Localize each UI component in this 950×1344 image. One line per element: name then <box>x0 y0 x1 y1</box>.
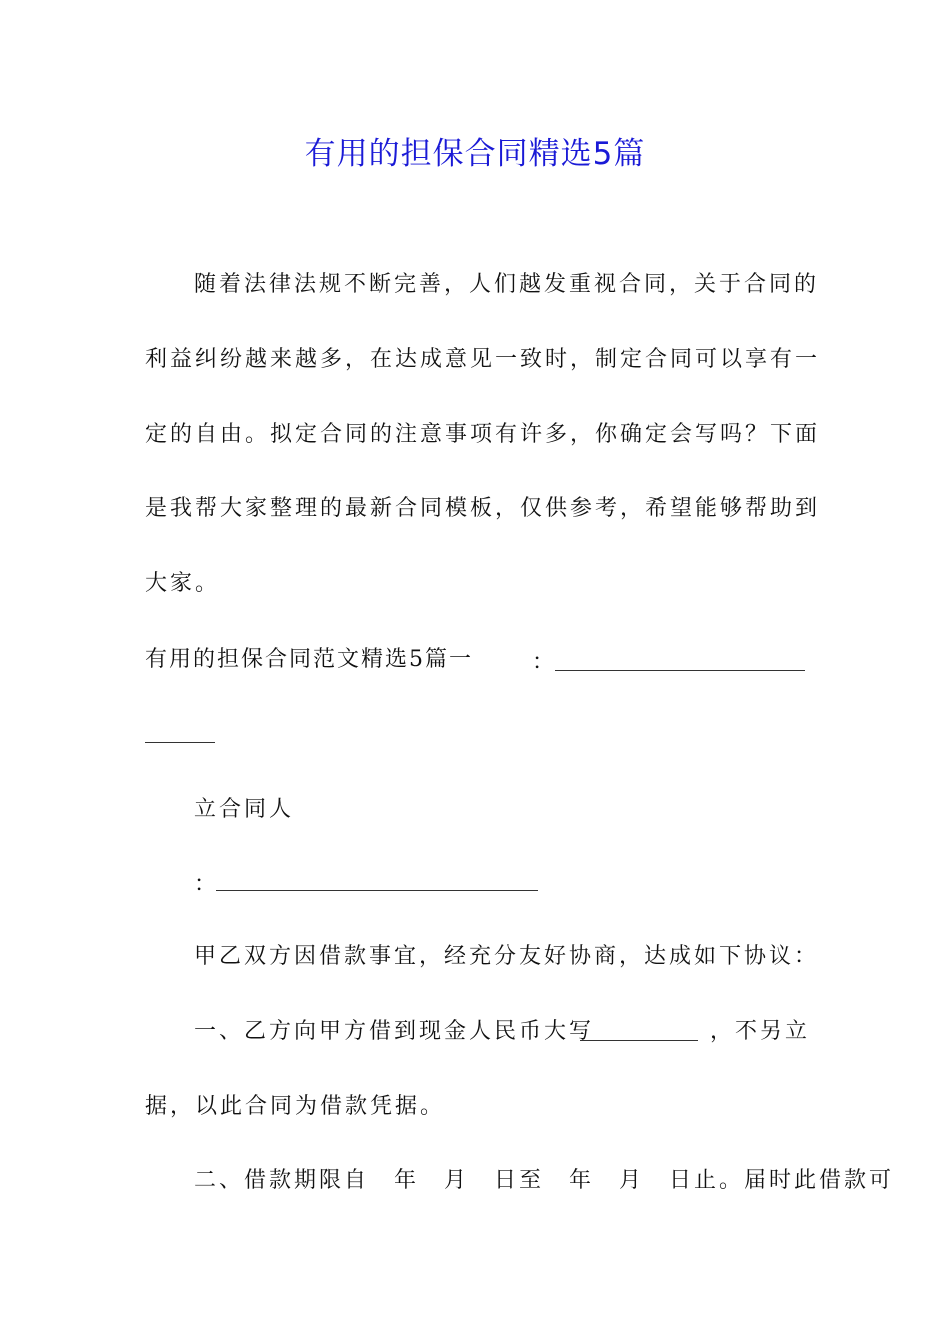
section-blank-line <box>555 670 805 671</box>
agreement-line: 甲乙双方因借款事宜，经充分友好协商，达成如下协议： <box>194 944 820 969</box>
intro-line-5: 大家。 <box>145 571 221 596</box>
intro-line-3: 定的自由。拟定合同的注意事项有许多，你确定会写吗？下面 <box>145 422 821 447</box>
intro-line-2: 利益纠纷越来越多，在达成意见一致时，制定合同可以享有一 <box>145 347 821 372</box>
section-heading: 有用的担保合同范文精选5篇一 <box>145 647 473 672</box>
clause-2: 二、借款期限自 年 月 日至 年 月 日止。届时此借款可 <box>194 1168 895 1193</box>
party-label: 立合同人 <box>194 797 295 822</box>
clause-1-part-2: ，不另立 <box>710 1019 811 1044</box>
party-blank-line <box>216 890 538 891</box>
intro-line-1: 随着法律法规不断完善，人们越发重视合同，关于合同的 <box>194 272 820 297</box>
intro-line-4: 是我帮大家整理的最新合同模板，仅供参考，希望能够帮助到 <box>145 496 821 521</box>
section-colon: ： <box>532 650 558 675</box>
section-blank-line-continued <box>145 742 215 743</box>
document-title: 有用的担保合同精选5篇 <box>304 136 646 172</box>
amount-blank-line <box>580 1040 698 1041</box>
clause-1-line-2: 据，以此合同为借款凭据。 <box>145 1094 446 1119</box>
party-colon: ： <box>194 872 220 897</box>
clause-1-part-1: 一、乙方向甲方借到现金人民币大写 <box>194 1019 595 1044</box>
